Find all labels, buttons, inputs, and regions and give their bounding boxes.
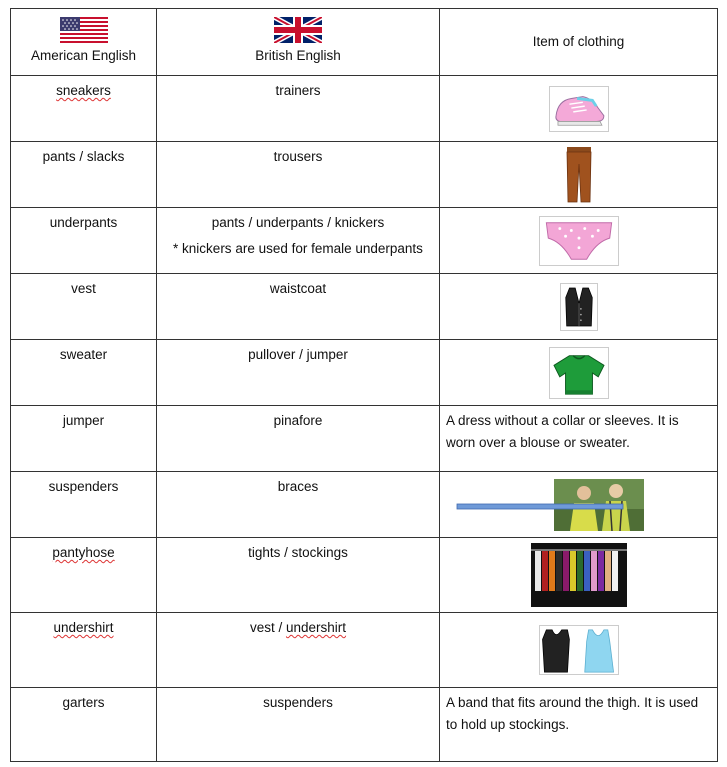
british-term: vest / [249, 620, 286, 635]
table-row [11, 75, 717, 141]
american-term: underpants [11, 208, 157, 273]
uk-flag-icon [274, 17, 322, 43]
table-row [11, 273, 717, 339]
table-row [11, 612, 717, 687]
header-british [157, 9, 440, 75]
british-term: trainers [157, 76, 440, 141]
american-term: sweater [11, 340, 157, 405]
american-term: pantyhose [52, 545, 115, 560]
clothing-vocabulary-table [10, 8, 718, 762]
table-row [11, 537, 717, 612]
header-british-label: British English [255, 48, 341, 63]
british-term: waistcoat [157, 274, 440, 339]
american-term: vest [11, 274, 157, 339]
british-term: pinafore [157, 406, 440, 471]
waistcoat-icon [560, 283, 598, 331]
sneaker-icon [549, 86, 609, 132]
header-item-label: Item of clothing [532, 34, 625, 49]
american-term: suspenders [11, 472, 157, 537]
american-term: undershirt [53, 620, 114, 635]
british-term: pullover / jumper [157, 340, 440, 405]
header-american [11, 9, 157, 75]
table-row [11, 687, 717, 761]
american-term: sneakers [56, 83, 111, 98]
undershirt-icon [539, 625, 619, 675]
table-row [11, 339, 717, 405]
table-row [11, 405, 717, 471]
table-header-row [11, 9, 717, 75]
table-row [11, 141, 717, 207]
british-term-alt: undershirt [285, 620, 347, 635]
item-description: A band that fits around the thigh. It is used to hold up stockings. [446, 695, 699, 732]
item-description: A dress without a collar or sleeves. It is worn over a blouse or sweater. [446, 413, 679, 450]
arrow-icon [456, 502, 626, 512]
american-term: jumper [11, 406, 157, 471]
us-flag-icon [60, 17, 108, 43]
american-term: garters [11, 688, 157, 761]
sweater-icon [549, 347, 609, 399]
british-term: braces [157, 472, 440, 537]
british-note: * knickers are used for female underpants [173, 241, 423, 256]
british-term: tights / stockings [157, 538, 440, 612]
tights-photo-icon [531, 543, 627, 607]
trousers-icon [564, 146, 594, 204]
table-row [11, 471, 717, 537]
header-item [440, 9, 717, 75]
american-term: pants / slacks [11, 142, 157, 207]
british-term: pants / underpants / knickers [211, 215, 385, 230]
knickers-icon [539, 216, 619, 266]
british-term: suspenders [157, 688, 440, 761]
header-american-label: American English [30, 48, 137, 63]
british-term: trousers [157, 142, 440, 207]
table-row [11, 207, 717, 273]
